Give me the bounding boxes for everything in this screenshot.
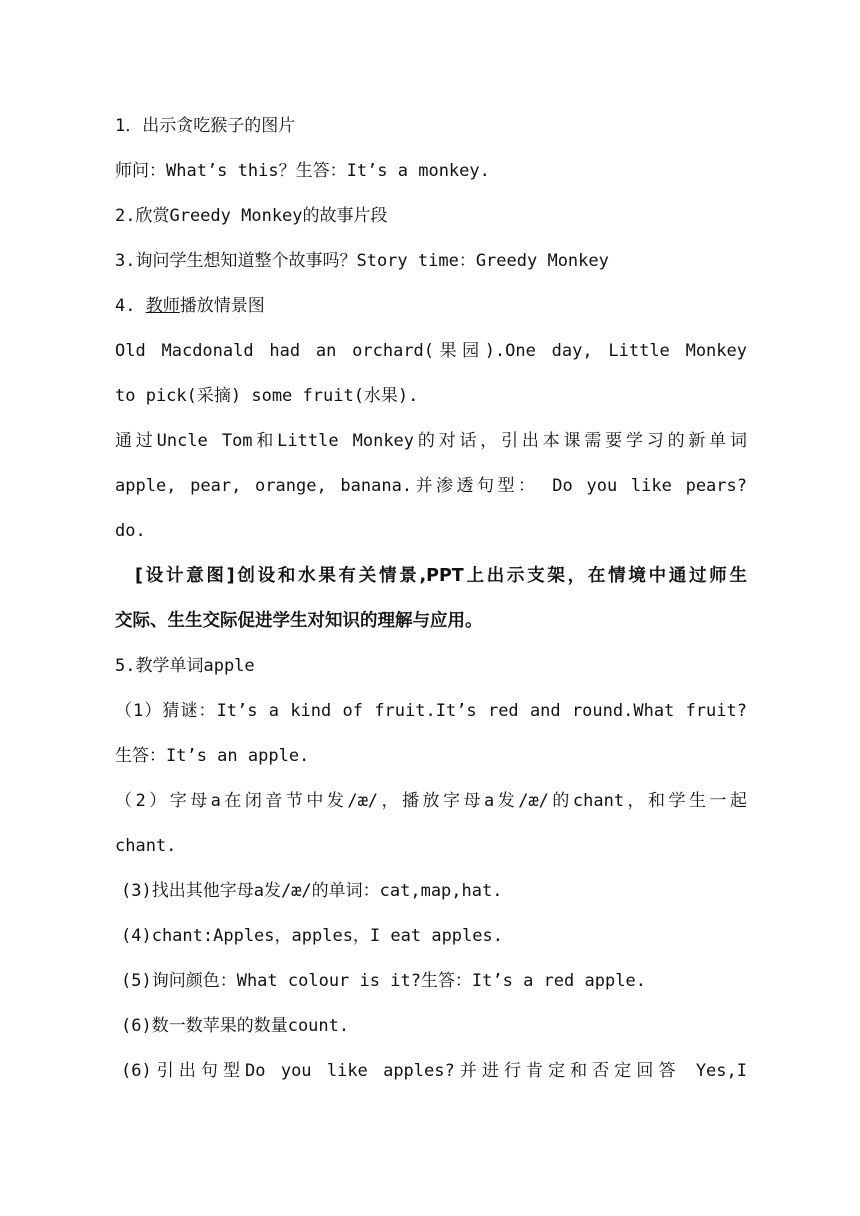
step-4-line — [115, 284, 747, 329]
vocab-line-end: do. — [115, 521, 146, 541]
step-4-number: 4. — [115, 296, 146, 316]
riddle-line: （1）猜谜：It’s a kind of fruit.It’s red and round.What fruit? — [115, 701, 747, 721]
story-line-2: to pick(采摘) some fruit(水果). — [115, 386, 419, 406]
story-line-1: Old Macdonald had an orchard(果园).One day, Little Monkey — [115, 341, 747, 361]
step-2-line: 2.欣赏Greedy Monkey的故事片段 — [115, 206, 388, 226]
step-3-line: 3.询问学生想知道整个故事吗？Story time：Greedy Monkey — [115, 251, 609, 271]
step-5-line: 5.教学单词apple — [115, 656, 255, 676]
lesson-plan-text — [115, 104, 747, 1094]
design-intent-line-1: [设计意图]创设和水果有关情景,PPT上出示支架，在情境中通过师生 — [135, 566, 747, 586]
step-1-line: 1．出示贪吃猴子的图片 — [115, 116, 296, 136]
step-4-rest: 播放情景图 — [179, 296, 265, 316]
student-answer-line: 生答：It’s an apple. — [115, 746, 310, 766]
vocab-line: apple, pear, orange, banana.并渗透句型： Do you like pears? — [115, 476, 747, 496]
phonics-line-end: chant. — [115, 836, 177, 856]
step-4-underlined-word: 教师 — [145, 296, 180, 316]
phonics-line: （2）字母a在闭音节中发/æ/，播放字母a发/æ/的chant，和学生一起 — [115, 791, 747, 811]
sub-step-3-line: (3)找出其他字母a发/æ/的单词：cat,map,hat. — [121, 881, 503, 901]
design-intent-line-2: 交际、生生交际促进学生对知识的理解与应用。 — [115, 611, 483, 631]
dialogue-intro-line: 通过Uncle Tom和Little Monkey的对话，引出本课需要学习的新单词 — [115, 431, 747, 451]
sub-step-6-line: (6)数一数苹果的数量count. — [121, 1016, 350, 1036]
sub-step-6b-line: (6)引出句型Do you like apples?并进行肯定和否定回答 Yes,I — [121, 1061, 747, 1081]
sub-step-4-line: (4)chant:Apples，apples，I eat apples. — [121, 926, 503, 946]
sub-step-5-line: (5)询问颜色：What colour is it?生答：It’s a red apple. — [121, 971, 646, 991]
teacher-question-line: 师问：What’s this？生答：It’s a monkey. — [115, 161, 490, 181]
